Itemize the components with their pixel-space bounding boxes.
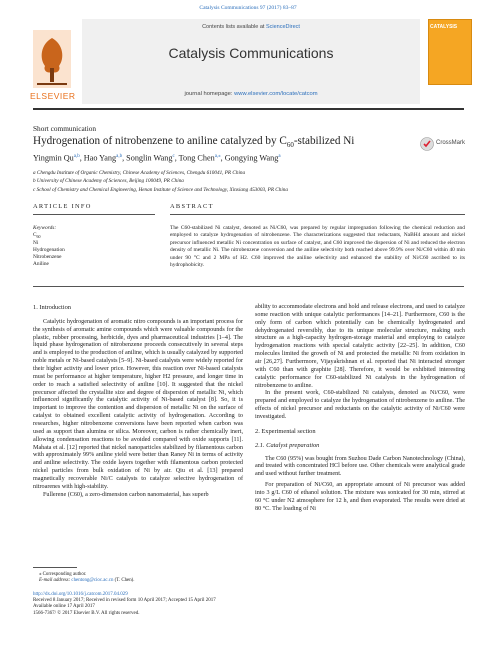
crossmark-label: CrossMark (436, 140, 466, 146)
affiliation-b: b University of Chinese Academy of Sciences, Beijing 100049, PR China (33, 178, 184, 185)
article-metadata (33, 592, 293, 617)
intro-paragraph-1: Catalytic hydrogenation of aromatic nitro compounds is an important process for the synthesis of aromatic amine compounds which were valuable compounds for the plastic, rubber processing, herbicide, dyes and pharmaceutical industries [1–4]. The liquid phase hydrogenation of nitrobenzene proceeds consecutively in several steps and is employed to the production of aniline, which is usually catalyzed by supported noble metals or Ni-based catalysts [5–9]. Ni-based catalysts were widely reported for their higher activity and lower price. However, this reaction over Ni-based catalysts must be performance at higher temperature, higher H2 pressure, and longer time in order to reach a satisfied selectivity of aniline [10]. It suggested that the nickel precursor affected the crystallite size and degree of dispersion of metallic Ni, which influenced significantly the catalytic activity of Ni-based catalyst [8]. So, it is important to improve the contention and dispersion of metallic Ni on the surface of catalyst to obtained excellent catalytic activity of hydrogenation. According to researches, higher nitrobenzene conversions have been reported when carbon was used as support than alumina or silica. Moreover, carbon is rather chemically inert, allowing condensation reactions to be avoided compared with oxide supports [11]. Mahata et al. [12] reported that nickel nanoparticles stabilized by filamentous carbon with approximately 99% aniline yield were better than Raney Ni in terms of activity and aniline selectivity. The oxide layers together with filamentous carbon protected nickel particles from bulk oxidation of Ni by air. Qiu et al. [13] prepared magnetically recoverable Ni/C catalysts to catalyze selective hydrogenation of nitroarenes with high-stability. (33, 318, 243, 490)
intro-paragraph-4: In the present work, C60-stabilized Ni catalysts, denoted as Ni/C60, were prepared and employed to catalyze the hydrogenation of nitrobenzene to aniline. The effects of nickel precursor and reductants on the catalytic activity of Ni/C60 were investigated. (255, 390, 465, 421)
email-link[interactable]: chentong@cioc.ac.cn (71, 578, 114, 584)
sciencedirect-link[interactable]: ScienceDirect (265, 24, 300, 30)
abstract-heading: ABSTRACT (170, 203, 214, 210)
keyword-list (33, 232, 65, 269)
crossmark-badge[interactable] (420, 137, 464, 151)
journal-reference[interactable]: Catalysis Communications 97 (2017) 83–87 (199, 5, 297, 11)
keyword-item: $C_{60}$ (33, 232, 41, 240)
homepage-prefix: journal homepage: (184, 91, 235, 97)
journal-homepage (82, 91, 420, 97)
body-left-column (33, 304, 243, 500)
prep-paragraph-2: For preparation of Ni/C60, an appropriate amount of Ni precursor was added into 3 g/L C60 of ethanol solution. The mixture was sonicated for 30 min, stirred at 60 °C under N2 atmosphere for 12 h, and then evaporated. The results were dried at 80 °C. The loading of Ni (255, 482, 465, 512)
catalyst-prep-heading: 2.1. Catalyst preparation (255, 441, 320, 449)
affiliation-a: a Chengdu Institute of Organic Chemistry, Chinese Academy of Sciences, Chengdu 610041, PR China (33, 170, 246, 176)
intro-paragraph-3: ability to accommodate electrons and hold and release electrons, and used to catalyze some reaction with unique catalytic performances [14–21]. Furthermore, C60 is the only form of carbon which potentially can be chemically hydrogenated and dehydrogenated reversibly, due to its unique molecular structure, making such structure as a high-capacity hydrogen-storage material and employing to catalyze hydrogenation reactions with special catalytic activity [22–25]. In addition, C60 molecules limited the growth of Ni and protected the metallic Ni from oxidation in air [26,27]. Furthermore, Vijayakrishnan et al. reported that Ni interacted stronger with C60 than with graphite [28]. Therefore, it would be exhibited interesting catalytic performance for C60-stabilized Ni catalysts in the hydrogenation of nitrobenzene to aniline. (255, 304, 465, 389)
prep-paragraph-1: The C60 (95%) was bought from Suzhou Dade Carbon Nanotechnology (China), and treated with concentrated HCl before use. Other chemicals were analytical grade and used without further treatment. (255, 455, 465, 478)
email-suffix: (T. Chen). (113, 578, 135, 584)
crossmark-icon (420, 137, 434, 151)
article-type: Short communication (33, 124, 97, 133)
doi-link[interactable]: http://dx.doi.org/10.1016/j.catcom.2017.04.029 (33, 592, 128, 597)
article-title: Hydrogenation of nitrobenzene to aniline catalyzed by $C_{60}$-stabilized Ni (33, 135, 355, 150)
corresponding-author: ⁎ Corresponding author. (39, 572, 87, 577)
contents-prefix: Contents lists available at (202, 24, 266, 30)
email-line (33, 578, 233, 584)
online-date: Available online 17 April 2017 (33, 604, 95, 610)
affiliation-c: c School of Chemistry and Chemical Engineering, Henan Institute of Science and Technology, Xinxiang 453003, PR China (33, 186, 288, 193)
copyright: 1566-7367/ © 2017 Elsevier B.V. All rights reserved. (33, 610, 140, 616)
author-list: Yingmin Qu$^{a,b}$, Hao Yang$^{a,b}$, Songlin Wang$^c$, Tong Chen$^{a,⁎}$, Gongying Wang$^a$ (33, 153, 281, 163)
keywords-heading: Keywords: (33, 225, 57, 231)
homepage-link[interactable]: www.elsevier.com/locate/catcom (234, 91, 318, 97)
info-rule-top (33, 214, 155, 215)
abstract-rule-top (170, 214, 465, 215)
elsevier-tree-logo (33, 30, 71, 88)
abstract-rule-bottom (33, 286, 464, 287)
email-label: E-mail address: (39, 578, 72, 584)
affiliations (33, 169, 453, 194)
body-right-column (255, 304, 465, 514)
received-dates: Received 8 January 2017; Received in revised form 10 April 2017; Accepted 15 April 2017 (33, 598, 216, 604)
corresponding-footnote (33, 572, 233, 585)
publisher-name: ELSEVIER (30, 91, 76, 101)
keyword-item: Ni (33, 240, 39, 247)
contents-line (82, 24, 420, 30)
abstract-text: The C60-stabilized Ni catalyst, denoted as Ni/C60, was prepared by regular impregnation following the chemical reduction and employed to catalyze hydrogenation of nitrobenzene. The characterizations suggested that reductants, NaBH4 amount and nickel precursor influenced metallic Ni concentration on surface of catalyst, and C60 improved the dispersion of Ni and reduced the electron density of metallic Ni. The nitrobenzene conversion and the aniline selectivity both reached above 99.9% over Ni/C60 within 40 min under 90 °C and 2 MPa of H2. C60 improved the aniline selectivity and enhanced the stability of Ni/C60 ascribed to its hydrophobicity. (170, 225, 465, 269)
article-info-heading: ARTICLE INFO (33, 203, 92, 210)
journal-title: Catalysis Communications (168, 45, 334, 61)
keyword-item: Hydrogenation (33, 247, 65, 254)
cover-title: CATALYSIS (430, 24, 458, 30)
introduction-heading: 1. Introduction (33, 304, 71, 311)
keyword-item: Nitrobenzene (33, 254, 62, 261)
keyword-item: Aniline (33, 261, 49, 268)
header-rule (33, 108, 464, 110)
intro-paragraph-2: Fullerene (C60), a zero-dimension carbon nanomaterial, has superb (43, 491, 209, 498)
footnote-rule (33, 567, 77, 568)
experimental-heading: 2. Experimental section (255, 427, 316, 435)
